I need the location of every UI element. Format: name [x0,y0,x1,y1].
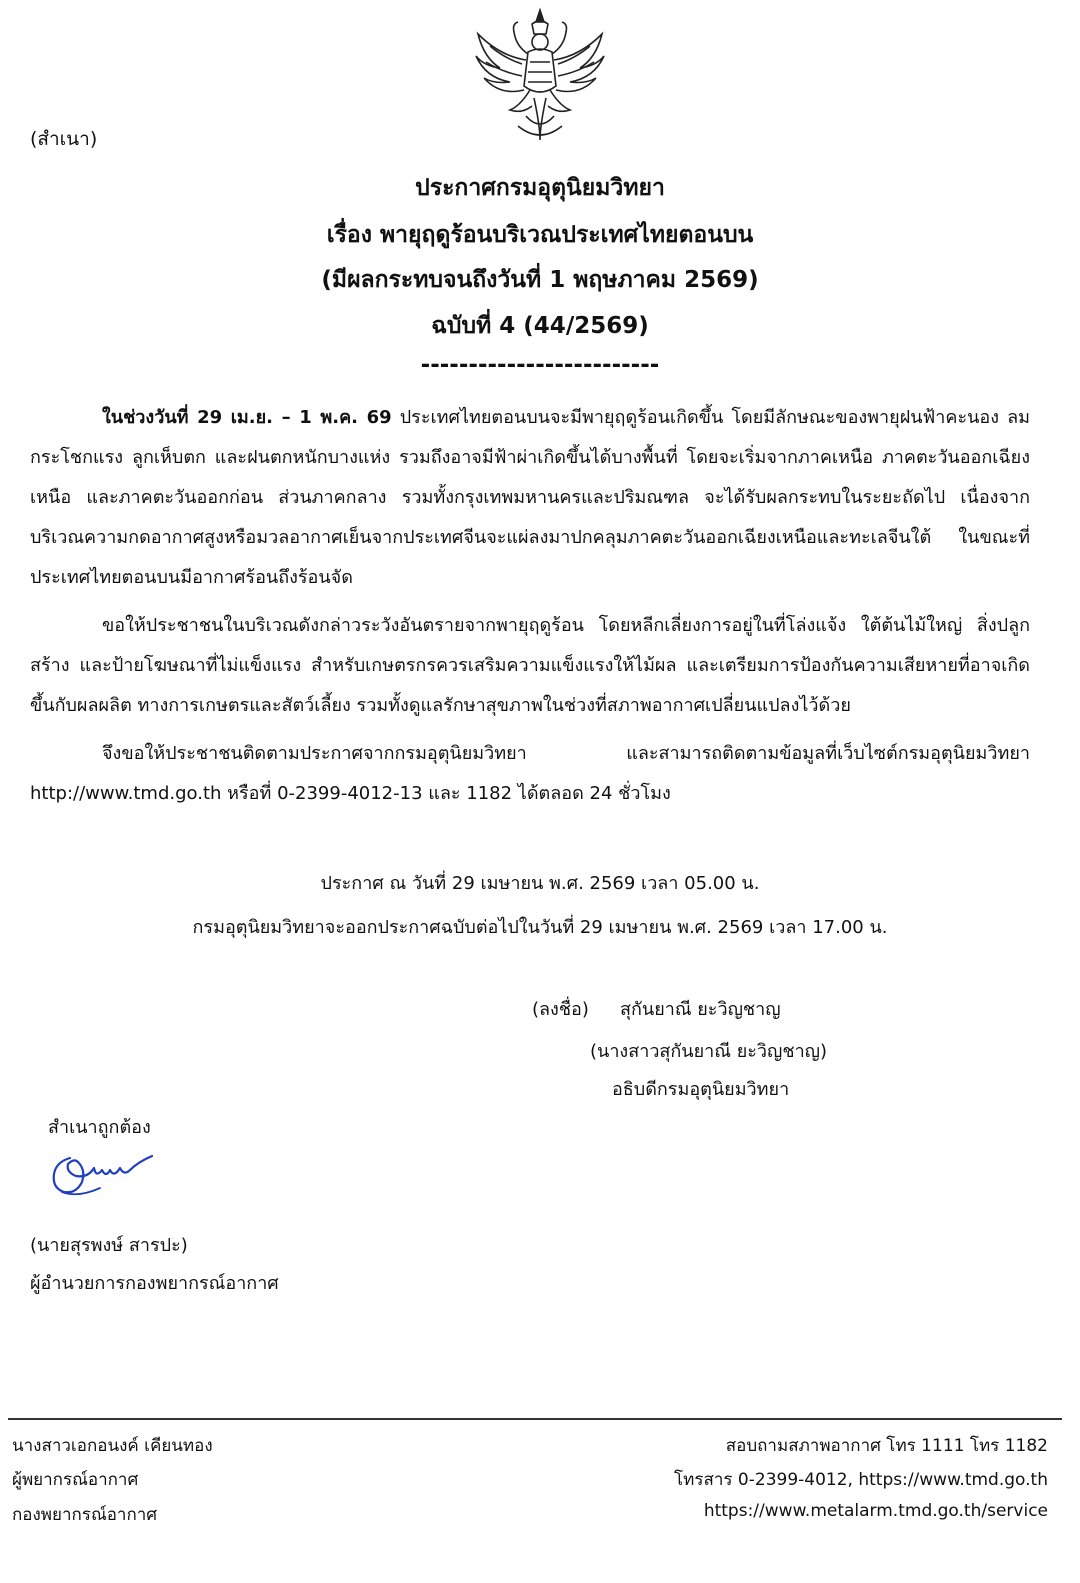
handwritten-signature-icon [48,1148,163,1203]
certifier-name: (นายสุรพงษ์ สารปะ) [30,1235,188,1256]
title-divider: ------------------------- [420,352,660,378]
announcement-title: ประกาศกรมอุตุนิยมวิทยา [415,175,665,201]
body-paragraph-1 [30,398,1030,598]
body-paragraph-2: ขอให้ประชาชนในบริเวณดังกล่าวระวังอันตรายจากพายุฤดูร้อน โดยหลีกเลี่ยงการอยู่ในที่โล่งแจ้ง ใต้ต้นไม้ใหญ่ สิ่งปลูกสร้าง และป้ายโฆษณาที่ไม่แข็งแรง สำหรับเกษตรกรควรเสริมความแข็งแรงให้ไม้ผล และเตรียมการป้องกันความเสียหายที่อาจเกิดขึ้นกับผลผลิต ทางการเกษตรและสัตว์เลี้ยง รวมทั้งดูแลรักษาสุขภาพในช่วงที่สภาพอากาศเปลี่ยนแปลงไว้ด้วย [30,615,1030,716]
issued-datetime: ประกาศ ณ วันที่ 29 เมษายน พ.ศ. 2569 เวลา 05.00 น. [320,873,760,894]
body-paragraph-3: จึงขอให้ประชาชนติดตามประกาศจากกรมอุตุนิยมวิทยา และสามารถติดตามข้อมูลที่เว็บไซต์กรมอุตุนิยมวิทยา http://www.tmd.go.th หรือที่ 0-2399-4012-13 และ 1182 ได้ตลอด 24 ชั่วโมง [30,743,1030,804]
signatory-position: อธิบดีกรมอุตุนิยมวิทยา [612,1079,790,1100]
footer-forecaster-name: นางสาวเอกอนงค์ เคียนทอง [12,1436,213,1456]
next-issue-notice: กรมอุตุนิยมวิทยาจะออกประกาศฉบับต่อไปในวันที่ 29 เมษายน พ.ศ. 2569 เวลา 17.00 น. [192,917,888,938]
footer-forecaster-role: ผู้พยากรณ์อากาศ [12,1470,139,1490]
signatory-name: สุกันยาณี ยะวิญชาญ [620,999,781,1020]
copy-label: (สำเนา) [30,128,98,150]
signed-label: (ลงชื่อ) [532,999,589,1020]
announcement-issue-number: ฉบับที่ 4 (44/2569) [431,313,649,339]
body-paragraph-1-lead: ในช่วงวันที่ 29 เม.ย. – 1 พ.ค. 69 [102,407,392,428]
footer-fax-website: โทรสาร 0-2399-4012, https://www.tmd.go.th [674,1470,1048,1490]
footer-hotline: สอบถามสภาพอากาศ โทร 1111 โทร 1182 [725,1436,1048,1456]
announcement-subject: เรื่อง พายุฤดูร้อนบริเวณประเทศไทยตอนบน [326,222,754,248]
footer-service-url: https://www.metalarm.tmd.go.th/service [703,1501,1048,1521]
garuda-emblem-icon [470,6,610,146]
signatory-full-name: (นางสาวสุกันยาณี ยะวิญชาญ) [590,1041,828,1062]
footer-division: กองพยากรณ์อากาศ [12,1505,158,1525]
announcement-effect-period: (มีผลกระทบจนถึงวันที่ 1 พฤษภาคม 2569) [321,267,759,293]
certified-copy-label: สำเนาถูกต้อง [48,1117,151,1138]
footer-divider [8,1418,1062,1420]
body-paragraph-1-text: ประเทศไทยตอนบนจะมีพายุฤดูร้อนเกิดขึ้น โดยมีลักษณะของพายุฝนฟ้าคะนอง ลมกระโชกแรง ลูกเห็บตก และฝนตกหนักบางแห่ง รวมถึงอาจมีฟ้าผ่าเกิดขึ้นได้บางพื้นที่ โดยจะเริ่มจากภาคเหนือ ภาคตะวันออกเฉียงเหนือ และภาคตะวันออกก่อน ส่วนภาคกลาง รวมทั้งกรุงเทพมหานครและปริมณฑล จะได้รับผลกระทบในระยะถัดไป เนื่องจากบริเวณความกดอากาศสูงหรือมวลอากาศเย็นจากประเทศจีนจะแผ่ลงมาปกคลุมภาคตะวันออกเฉียงเหนือและทะเลจีนใต้ ในขณะที่ประเทศไทยตอนบนมีอากาศร้อนถึงร้อนจัด [30,407,1030,588]
certifier-position: ผู้อำนวยการกองพยากรณ์อากาศ [30,1273,279,1294]
